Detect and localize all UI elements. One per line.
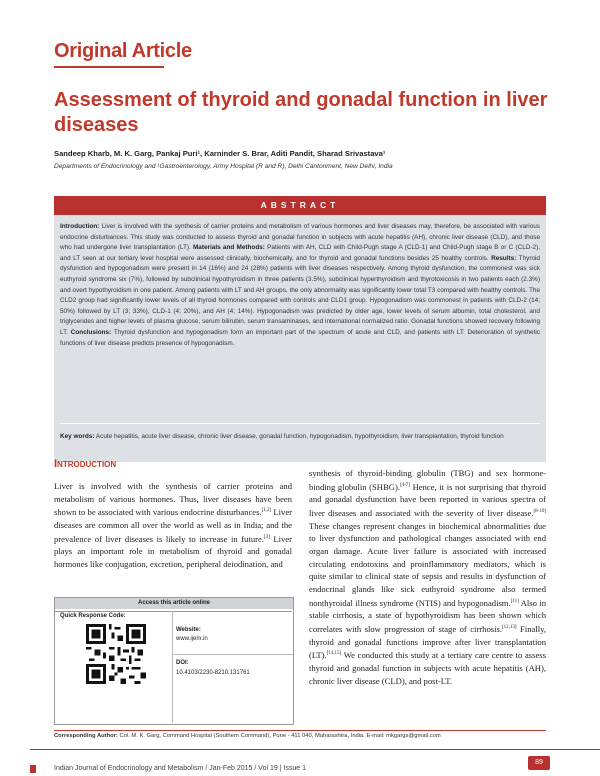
abstract-heading: ABSTRACT: [54, 196, 546, 215]
doi-link[interactable]: 10.4103/2230-8210.131761: [176, 670, 250, 676]
journal-footer: Indian Journal of Endocrinology and Metabolism / Jan-Feb 2015 / Vol 19 | Issue 1: [54, 765, 307, 772]
website-link[interactable]: www.ijem.in: [176, 636, 208, 642]
abstract-divider: [60, 423, 540, 424]
body-column-right: [309, 467, 546, 687]
access-divider: [54, 611, 292, 612]
qr-label: Quick Response Code:: [60, 613, 126, 619]
body-text: These changes represent changes in biochemical abnormalities due to liver dysfunction and pathological changes associated with end organ damage. Acute liver failure is associated with increased circulating endotoxins and proinflammatory mediators, which is quite similar to clinical state of sepsis and results in dysfunction of endocrinal glands like sick euthyroid syndrome also termed nonthyroidal illness syndrome (NTIS) and hypogonadism.: [309, 520, 546, 608]
doi-label: DOI:: [176, 660, 189, 666]
citation[interactable]: [12,13]: [501, 625, 517, 631]
corresponding-author: [54, 733, 441, 739]
article-type: Original Article: [54, 40, 192, 62]
keywords-label: Key words:: [60, 433, 95, 440]
citation[interactable]: [14,15]: [326, 651, 342, 657]
abstract-methods: Patients with AH, CLD with Child-Pugh stage A (CLD-1) and Child-Pugh stage B or C (CLD-2), and LT seen at our tertiary level hospital were assessed clinically, biochemically, and for thyroid and gonadal functions besides 25 healthy controls.: [60, 244, 540, 262]
keywords: [60, 432, 540, 443]
body-text: Finally, thyroid and gonadal functions improve after liver transplantation (LT).: [309, 623, 546, 661]
citation[interactable]: [11]: [510, 598, 519, 604]
citation[interactable]: [1,2]: [261, 508, 272, 514]
results-label: Results:: [491, 254, 517, 262]
article-title: Assessment of thyroid and gonadal function in liver diseases: [54, 89, 548, 136]
abstract-text: [60, 222, 540, 349]
abstract-conclusions: Thyroid dysfunction and hypogonadism form an important part of the spectrum of acute and CLD, and patients with LT. Deterioration of synthetic functions of liver disease predicts presence of hypogonadism.: [60, 328, 540, 347]
body-text: We conducted this study at a tertiary care centre to assess thyroid and gonadal function in subjects with acute hepatitis (AH), chronic liver disease (CLD), and post-LT.: [309, 650, 546, 686]
body-text: Hence, it is not surprising that thyroid and gonadal dysfunction have been reported in various spectra of liver diseases and associated with the severity of liver disease.: [309, 481, 546, 518]
abstract-intro: Liver is involved with the synthesis of carrier proteins and metabolism of various hormones and liver diseases may, therefore, be associated with various endocrine disturbances. This study was conducted to assess thyroid and gonadal function in subjects with acute hepatitis (AH), chronic liver disease (CLD), and those who had undergone liver transplantation (LT).: [60, 223, 540, 252]
citation[interactable]: [4-7]: [399, 482, 410, 488]
introduction-heading: Introduction: [54, 458, 117, 470]
access-heading: Access this article online: [55, 598, 293, 609]
body-text: Liver is involved with the synthesis of carrier proteins and metabolism of various hormones. Thus, liver diseases have been shown to be associated with various endocrine disturbances.: [54, 481, 292, 518]
footnote-divider: [54, 730, 546, 731]
affiliation: Departments of Endocrinology and ¹Gastroenterology, Army Hospital (R and R), Delhi Cantonment, New Delhi, India: [54, 163, 393, 170]
access-horizontal-divider: [172, 654, 293, 655]
citation[interactable]: [3]: [263, 534, 270, 540]
body-text: synthesis of thyroid-binding globulin (TBG) and sex hormone-binding globulin (SHBG).: [309, 468, 546, 492]
footnote-text: Col. M. K. Garg, Command Hospital (Southern Command), Pune - 411 040, Maharashtra, India. E-mail: mkgargs@gmail.com: [117, 733, 441, 739]
footer-divider: [30, 749, 600, 750]
conclusions-label: Conclusions:: [70, 328, 112, 336]
keywords-text: Acute hepatitis, acute liver disease, chronic liver disease, gonadal function, hypogonadism, hypothyroidism, liver transplantation, thyroid function: [95, 433, 504, 440]
methods-label: Materials and Methods:: [192, 244, 265, 252]
body-column-left: [54, 480, 292, 571]
footer-accent: [30, 765, 36, 773]
abstract-results: Thyroid dysfunction and hypogonadism were present in 14 (16%) and 24 (28%) patients with liver diseases respectively. Among thyroid dysfunction, the commonest was sick euthyroid syndrome six (7%), followed by subclinical hypothyroidism in three patients (3.5%), subclinical hyperthyroidism and thyrotoxicosis in two patients each (2.3%) and overt hypothyroidism in one patient. Among patients with LT and AH groups, the only abnormality was significantly lower total T3 compared with healthy controls. The CLD2 group had significantly lower levels of all thyroid hormones compared with controls and CLD1 group. Hypogonadism was commonest in patients with CLD-2 (14; 50%) followed by LT (3; 33%), CLD-1 (4; 20%), and AH (4; 14%). Hypogonadism was predicted by older age, lower levels of serum albumin, total cholesterol, and triglycerides and higher levels of plasma glucose, serum bilirubin, serum transaminases, and international normalized ratio. Gonadal functions showed recovery following LT.: [60, 254, 540, 336]
website-label: Website:: [176, 627, 201, 633]
authors: Sandeep Kharb, M. K. Garg, Pankaj Puri¹, Karninder S. Brar, Aditi Pandit, Sharad Srivastava¹: [54, 149, 386, 158]
footnote-label: Corresponding Author:: [54, 733, 118, 739]
citation[interactable]: [8-10]: [533, 508, 546, 514]
article-type-rule: [54, 66, 164, 68]
access-vertical-divider: [172, 611, 173, 723]
body-text: Liver diseases are common all over the world as well as in India; and the prevalence of liver diseases is likely to increase in future.: [54, 507, 292, 544]
qr-code-icon[interactable]: [86, 624, 146, 684]
body-text: Liver plays an important role in metabolism of thyroid and gonadal hormones like conjugation, excretion, peripheral deiodination, and: [54, 533, 292, 569]
intro-label: Introduction:: [60, 223, 100, 230]
page-number: 89: [528, 756, 550, 770]
body-text: Also in stable cirrhosis, a state of hypothyroidism has been shown which correlates with slow progression of stage of cirrhosis.: [309, 597, 546, 634]
